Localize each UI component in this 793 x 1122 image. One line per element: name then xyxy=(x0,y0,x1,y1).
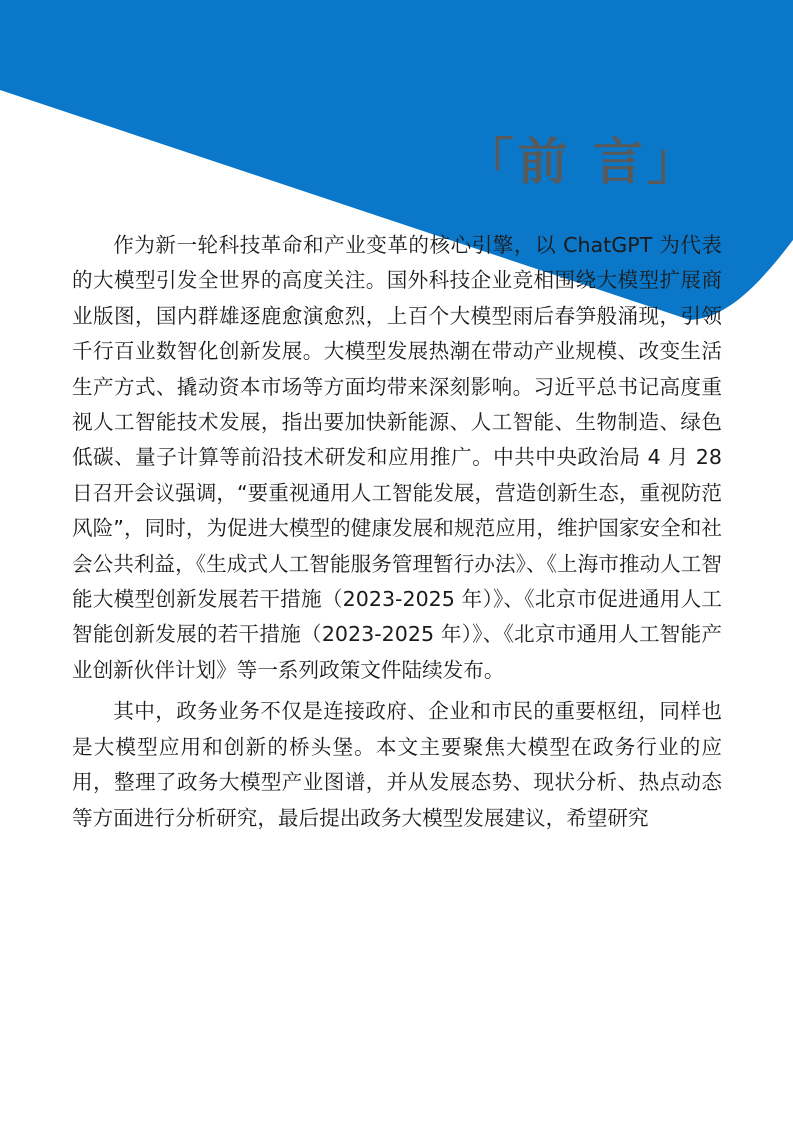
page-title: 「前 言」 xyxy=(463,133,701,191)
paragraph: 其中，政务业务不仅是连接政府、企业和市民的重要枢纽，同样也是大模型应用和创新的桥头堡。本文主要聚焦大模型在政务行业的应用，整理了政务大模型产业图谱，并从发展态势、现状分析、热点动态等方面进行分析研究，最后提出政务大模型发展建议，希望研究 xyxy=(72,699,722,830)
paragraph: 作为新一轮科技革命和产业变革的核心引擎，以 ChatGPT 为代表的大模型引发全世界的高度关注。国外科技企业竞相围绕大模型扩展商业版图，国内群雄逐鹿愈演愈烈，上百个大模型雨后春笋般涌现，引领千行百业数智化创新发展。大模型发展热潮在带动产业规模、改变生活生产方式、撬动资本市场等方面均带来深刻影响。习近平总书记高度重视人工智能技术发展，指出要加快新能源、人工智能、生物制造、绿色低碳、量子计算等前沿技术研发和应用推广。中共中央政治局 4 月 28 日召开会议强调，“要重视通用人工智能发展，营造创新生态，重视防范风险”，同时，为促进大模型的健康发展和规范应用，维护国家安全和社会公共利益，《生成式人工智能服务管理暂行办法》、《上海市推动人工智能大模型创新发展若干措施（2023-2025 年）》、《北京市促进通用人工智能创新发展的若干措施（2023-2025 年）》、《北京市通用人工智能产业创新伙伴计划》等一系列政策文件陆续发布。 xyxy=(72,233,722,682)
preface-body xyxy=(72,228,722,842)
